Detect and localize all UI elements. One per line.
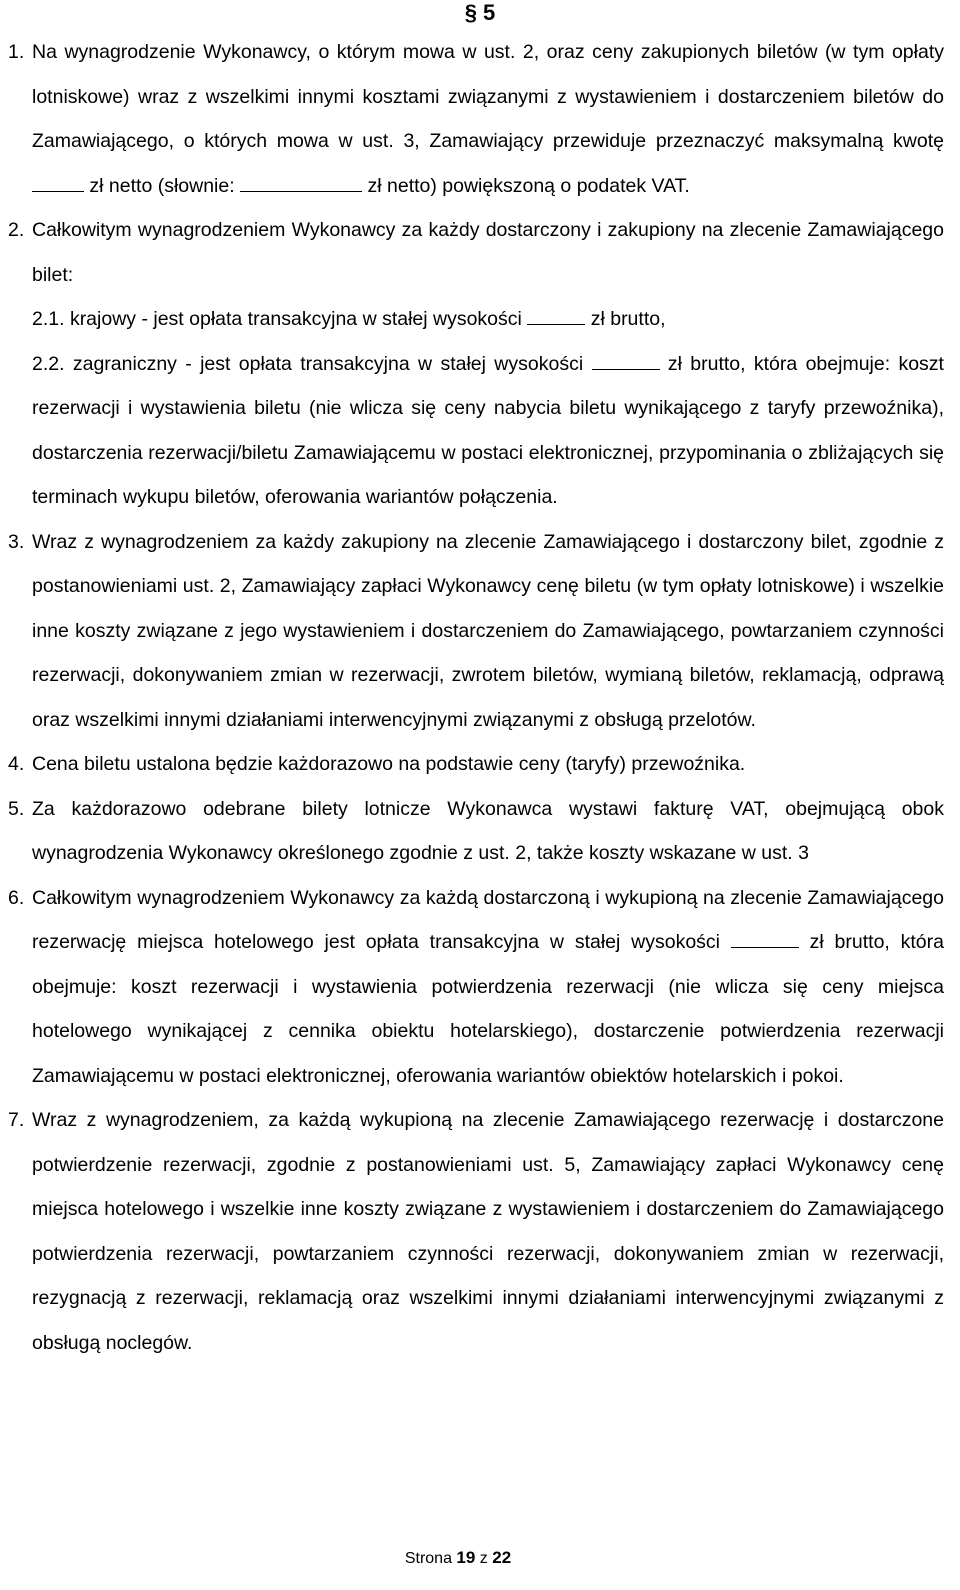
blank-field-fee-hotel <box>731 930 799 948</box>
paragraph-text: 2.2. zagraniczny - jest opłata transakcyjna w stałej wysokości <box>32 352 584 375</box>
paragraph-1 <box>8 30 944 208</box>
paragraph-number: 1. <box>8 41 25 63</box>
section-heading: § 5 <box>464 0 496 25</box>
paragraph-number: 6. <box>8 886 25 909</box>
paragraph-3 <box>8 520 944 743</box>
footer-separator: z <box>479 1550 488 1567</box>
paragraph-number: 7. <box>8 1109 25 1131</box>
paragraph-number: 4. <box>8 753 25 775</box>
paragraph-4 <box>8 742 944 787</box>
paragraph-5 <box>8 787 944 876</box>
paragraph-6 <box>8 876 944 1099</box>
footer-prefix: Strona <box>404 1550 452 1567</box>
paragraph-text: Za każdorazowo odebrane bilety lotnicze Wykonawca wystawi fakturę VAT, obejmującą obok wynagrodzenia Wykonawcy określonego zgodnie z ust. 2, także koszty wskazane w ust. 3 <box>32 797 944 864</box>
footer-page-number: 19 <box>456 1548 476 1567</box>
footer-total-pages: 22 <box>492 1548 512 1567</box>
paragraph-text: zł brutto, która obejmuje: koszt rezerwacji i wystawienia potwierdzenia rezerwacji (nie wlicza się ceny miejsca hotelowego wynikającej z cennika obiektu hotelarskiego), dostarczenie potwierdzenia rezerwacji Zamawiającemu w postaci elektronicznej, oferowania wariantów obiektów hotelarskich i pokoi. <box>32 931 944 1087</box>
blank-field-amount-words <box>240 174 362 192</box>
paragraph-text: zł netto (słownie: <box>89 174 235 197</box>
paragraph-text: Wraz z wynagrodzeniem za każdy zakupiony na zlecenie Zamawiającego i dostarczony bilet, zgodnie z postanowieniami ust. 2, Zamawiający zapłaci Wykonawcy cenę biletu (w tym opłaty lotniskowe) i wszelkie inne koszty związane z jego wystawieniem i dostarczeniem do Zamawiającego, powtarzaniem czynności rezerwacji, dokonywaniem zmian w rezerwacji, zwrotem biletów, wymianą biletów, reklamacją, odprawą oraz wszelkimi innymi działaniami interwencyjnymi związanymi z obsługą przelotów. <box>32 530 944 731</box>
paragraph-text: 2.1. krajowy - jest opłata transakcyjna w stałej wysokości <box>32 308 522 330</box>
paragraph-text: zł netto) powiększoną o podatek VAT. <box>367 174 690 197</box>
blank-field-fee-domestic <box>527 307 585 325</box>
page-footer <box>0 1548 916 1569</box>
paragraph-text: Całkowitym wynagrodzeniem Wykonawcy za każdą dostarczoną i wykupioną na zlecenie Zamawiającego rezerwację miejsca hotelowego jest opłata transakcyjna w stałej wysokości <box>32 886 944 953</box>
paragraph-7 <box>8 1098 944 1365</box>
subparagraph-2-2 <box>8 342 944 520</box>
paragraph-text: Wraz z wynagrodzeniem, za każdą wykupioną na zlecenie Zamawiającego rezerwację i dostarczone potwierdzenie rezerwacji, zgodnie z postanowieniami ust. 5, Zamawiający zapłaci Wykonawcy cenę miejsca hotelowego i wszelkie inne koszty związane z wystawieniem i dostarczeniem do Zamawiającego potwierdzenia rezerwacji, powtarzaniem czynności rezerwacji, dokonywaniem zmian w rezerwacji, rezygnacją z rezerwacji, reklamacją oraz wszelkimi innymi działaniami interwencyjnymi związanymi z obsługą noclegów. <box>32 1109 944 1354</box>
paragraph-text: Cena biletu ustalona będzie każdorazowo na podstawie ceny (taryfy) przewoźnika. <box>32 753 746 775</box>
paragraph-number: 3. <box>8 530 25 553</box>
blank-field-fee-foreign <box>592 352 660 370</box>
paragraph-text: Na wynagrodzenie Wykonawcy, o którym mowa w ust. 2, oraz ceny zakupionych biletów (w tym opłaty lotniskowe) wraz z wszelkimi innymi kosztami związanymi z wystawieniem i dostarczeniem biletów do Zamawiającego, o których mowa w ust. 3, Zamawiający przewiduje przeznaczyć maksymalną kwotę <box>32 41 944 152</box>
paragraph-number: 2. <box>8 219 25 241</box>
subparagraph-2-1 <box>8 297 944 342</box>
document-body <box>8 30 944 1365</box>
paragraph-text: zł brutto, <box>590 308 666 330</box>
paragraph-2 <box>8 208 944 297</box>
paragraph-text: Całkowitym wynagrodzeniem Wykonawcy za każdy dostarczony i zakupiony na zlecenie Zamawiającego bilet: <box>32 219 944 286</box>
paragraph-number: 5. <box>8 797 25 820</box>
paragraph-text: zł brutto, <box>667 352 746 375</box>
blank-field-amount <box>32 174 84 192</box>
paragraph-text: która obejmuje: koszt rezerwacji i wystawienia biletu (nie wlicza się ceny nabycia biletu wynikającego z taryfy przewoźnika), dostarczenia rezerwacji/biletu Zamawiającemu w postaci elektronicznej, przypominania o zbliżających się terminach wykupu biletów, oferowania wariantów połączenia. <box>32 352 944 508</box>
